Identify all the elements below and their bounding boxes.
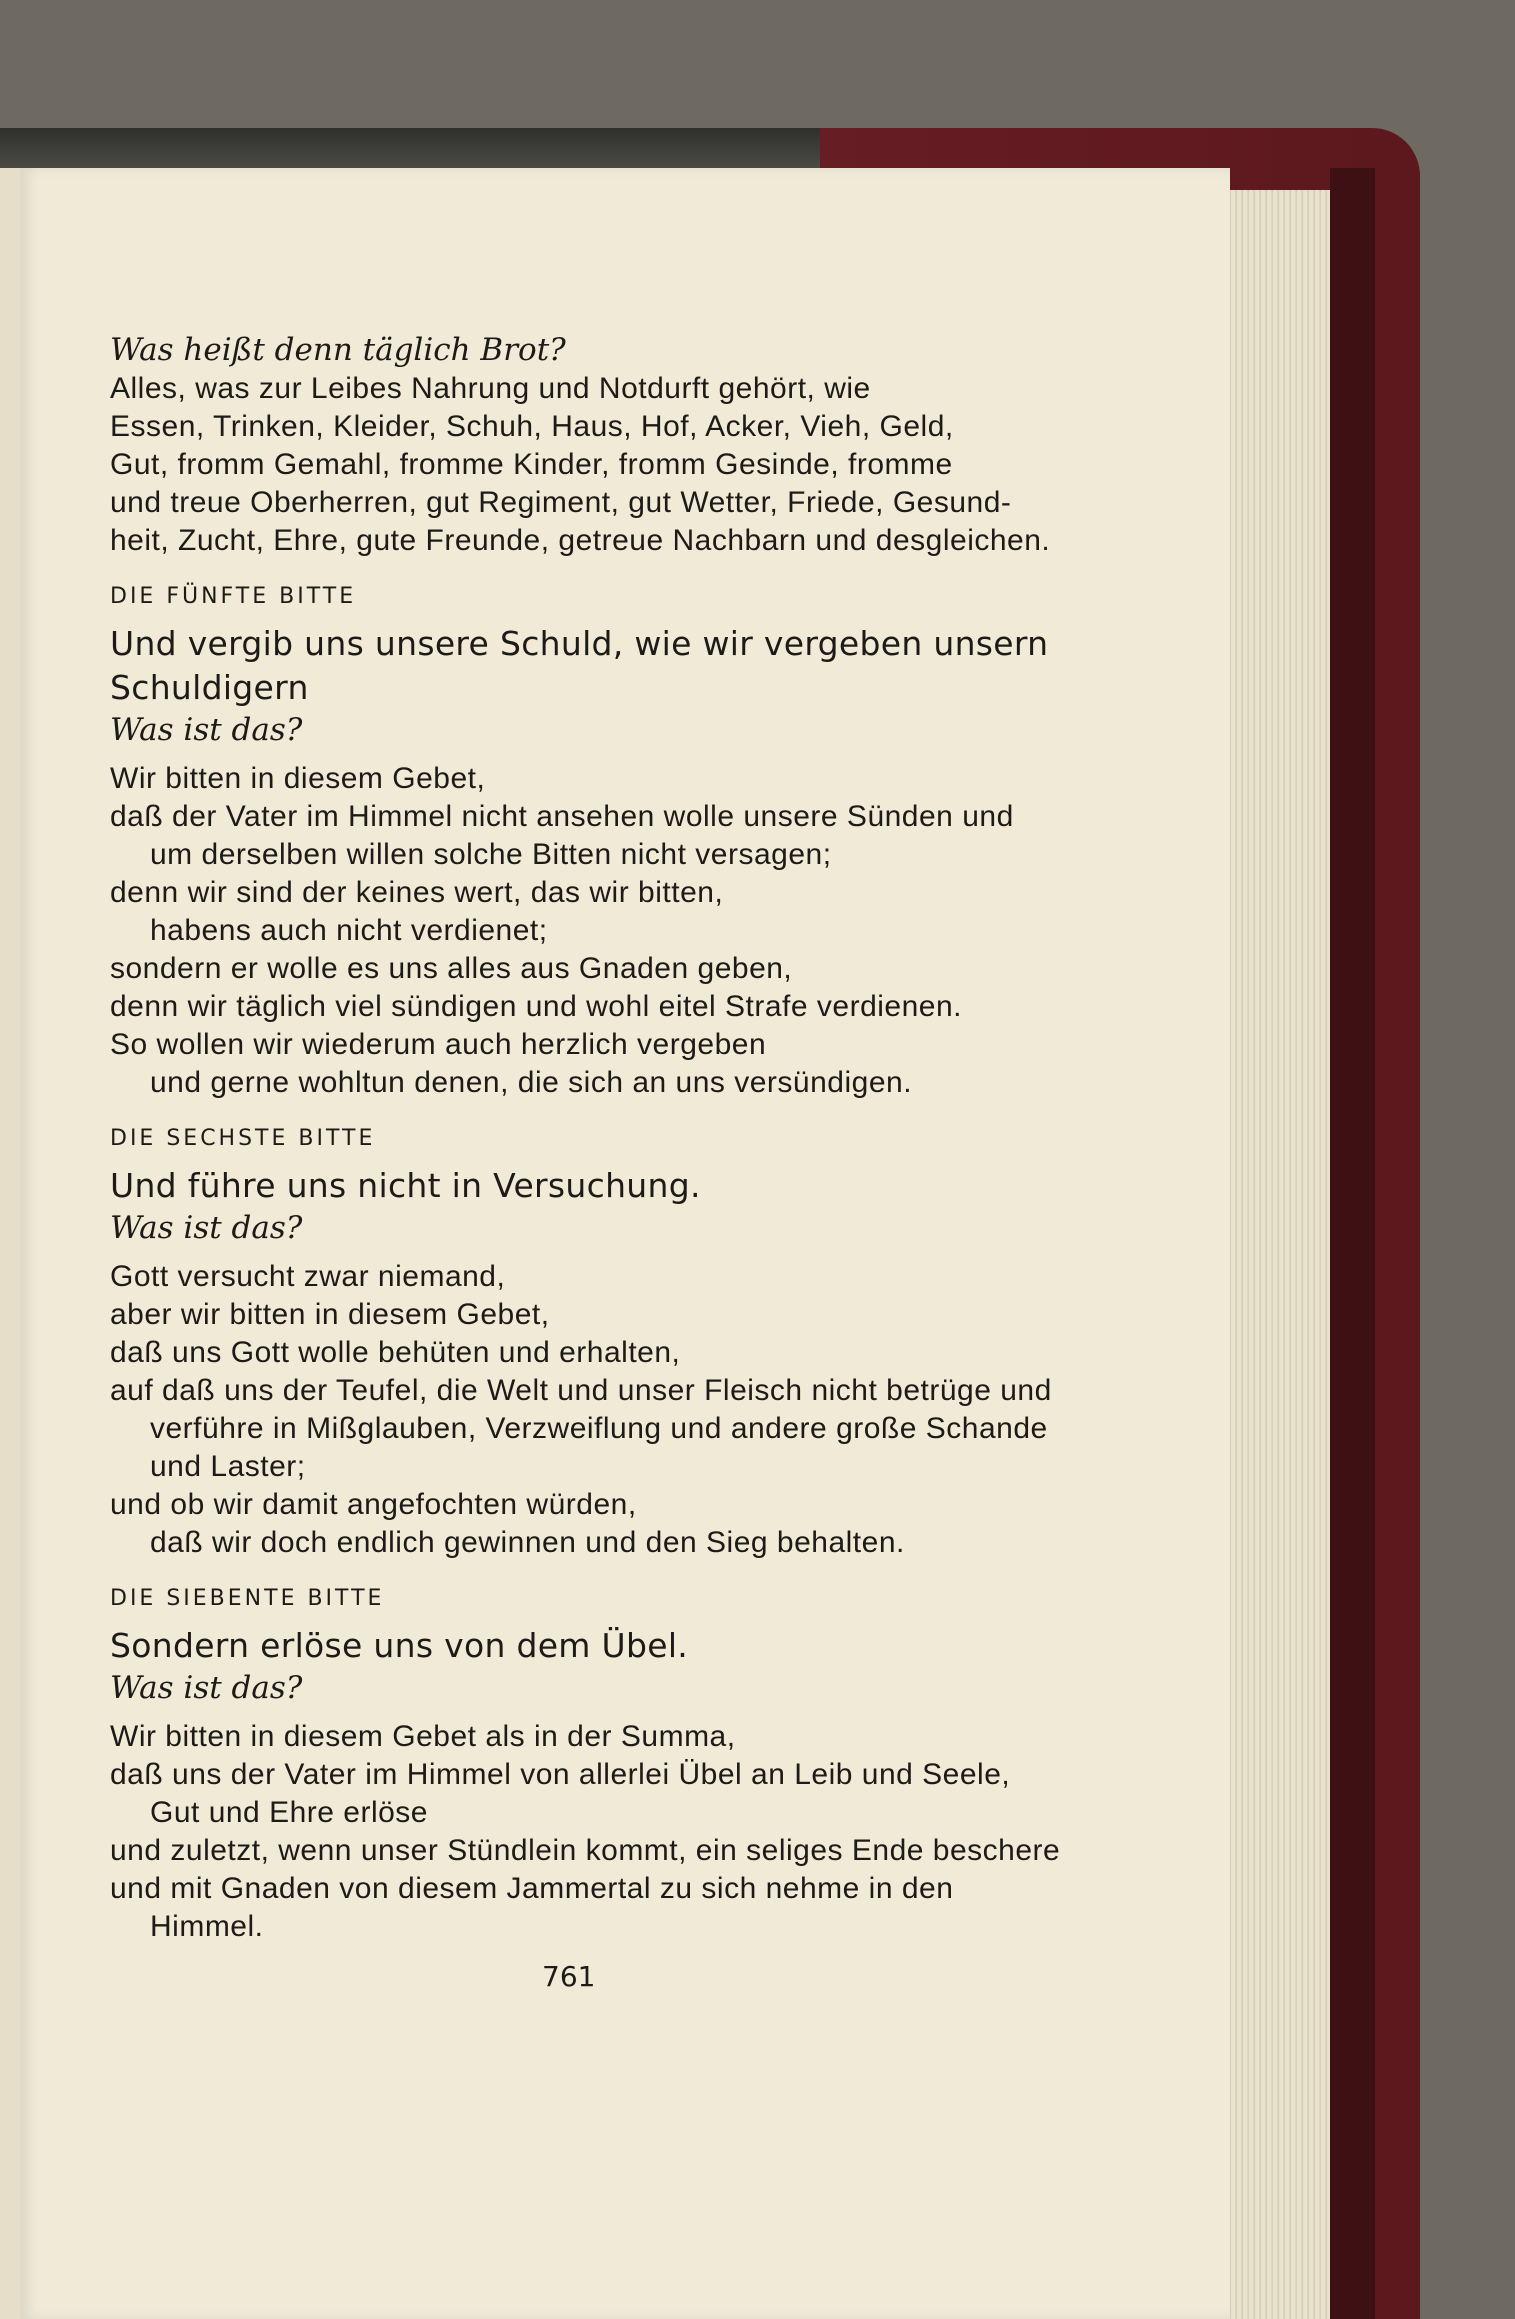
text-line: denn wir sind der keines wert, das wir bitten, — [110, 876, 724, 909]
text-line: Essen, Trinken, Kleider, Schuh, Haus, Hof, Acker, Vieh, Geld, — [110, 410, 954, 443]
text-line: daß wir doch endlich gewinnen und den Sieg behalten. — [150, 1526, 905, 1559]
page-number: 761 — [542, 1960, 596, 1993]
text-line: Gut, fromm Gemahl, fromme Kinder, fromm Gesinde, fromme — [110, 448, 953, 481]
text-line: So wollen wir wiederum auch herzlich vergeben — [110, 1028, 767, 1061]
text-line: daß uns der Vater im Himmel von allerlei Übel an Leib und Seele, — [110, 1758, 1011, 1791]
text-line: daß uns Gott wolle behüten und erhalten, — [110, 1336, 681, 1369]
petition-fifth: Und vergib uns unsere Schuld, wie wir vergeben unsern Schuldigern — [110, 624, 1049, 707]
text-line: Himmel. — [150, 1910, 264, 1943]
text-line: auf daß uns der Teufel, die Welt und unser Fleisch nicht betrüge und — [110, 1374, 1052, 1407]
section-heading-fifth: DIE FÜNFTE BITTE — [110, 584, 357, 609]
text-line: Gut und Ehre erlöse — [150, 1796, 428, 1829]
intro-answer — [110, 370, 1110, 560]
text-line: und treue Oberherren, gut Regiment, gut Wetter, Friede, Gesund- — [110, 486, 1012, 519]
facing-page-edge — [0, 168, 21, 2319]
petition-seventh: Sondern erlöse uns von dem Übel. — [110, 1626, 689, 1665]
text-line: heit, Zucht, Ehre, gute Freunde, getreue Nachbarn und desgleichen. — [110, 524, 1051, 557]
answer-seventh — [110, 1718, 1110, 1946]
page-content — [110, 330, 1110, 1946]
text-line: Gott versucht zwar niemand, — [110, 1260, 506, 1293]
petition-sixth: Und führe uns nicht in Versuchung. — [110, 1166, 701, 1205]
text-line: um derselben willen solche Bitten nicht versagen; — [150, 838, 832, 871]
text-line: und mit Gnaden von diesem Jammertal zu sich nehme in den — [110, 1872, 954, 1905]
text-line: verführe in Mißglauben, Verzweiflung und andere große Schande — [150, 1412, 1048, 1445]
intro-question: Was heißt denn täglich Brot? — [110, 332, 566, 368]
answer-fifth — [110, 760, 1110, 1102]
section-heading-sixth: DIE SECHSTE BITTE — [110, 1126, 376, 1151]
text-line: und Laster; — [150, 1450, 306, 1483]
page-edges — [1220, 190, 1330, 2319]
text-line: sondern er wolle es uns alles aus Gnaden geben, — [110, 952, 793, 985]
text-line: daß der Vater im Himmel nicht ansehen wolle unsere Sünden und — [110, 800, 1014, 833]
cover-edge — [1330, 168, 1375, 2319]
text-line: Wir bitten in diesem Gebet als in der Summa, — [110, 1720, 736, 1753]
text-line: Wir bitten in diesem Gebet, — [110, 762, 486, 795]
question-sixth: Was ist das? — [110, 1210, 303, 1246]
text-line: Alles, was zur Leibes Nahrung und Notdurft gehört, wie — [110, 372, 871, 405]
section-heading-seventh: DIE SIEBENTE BITTE — [110, 1586, 385, 1611]
question-fifth: Was ist das? — [110, 712, 303, 748]
text-line: habens auch nicht verdienet; — [150, 914, 548, 947]
binding-band — [0, 128, 820, 168]
text-line: denn wir täglich viel sündigen und wohl eitel Strafe verdienen. — [110, 990, 963, 1023]
text-line: und ob wir damit angefochten würden, — [110, 1488, 637, 1521]
text-line: und gerne wohltun denen, die sich an uns versündigen. — [150, 1066, 913, 1099]
question-seventh: Was ist das? — [110, 1670, 303, 1706]
text-line: und zuletzt, wenn unser Stündlein kommt, ein seliges Ende beschere — [110, 1834, 1061, 1867]
answer-sixth — [110, 1258, 1110, 1562]
text-line: aber wir bitten in diesem Gebet, — [110, 1298, 550, 1331]
